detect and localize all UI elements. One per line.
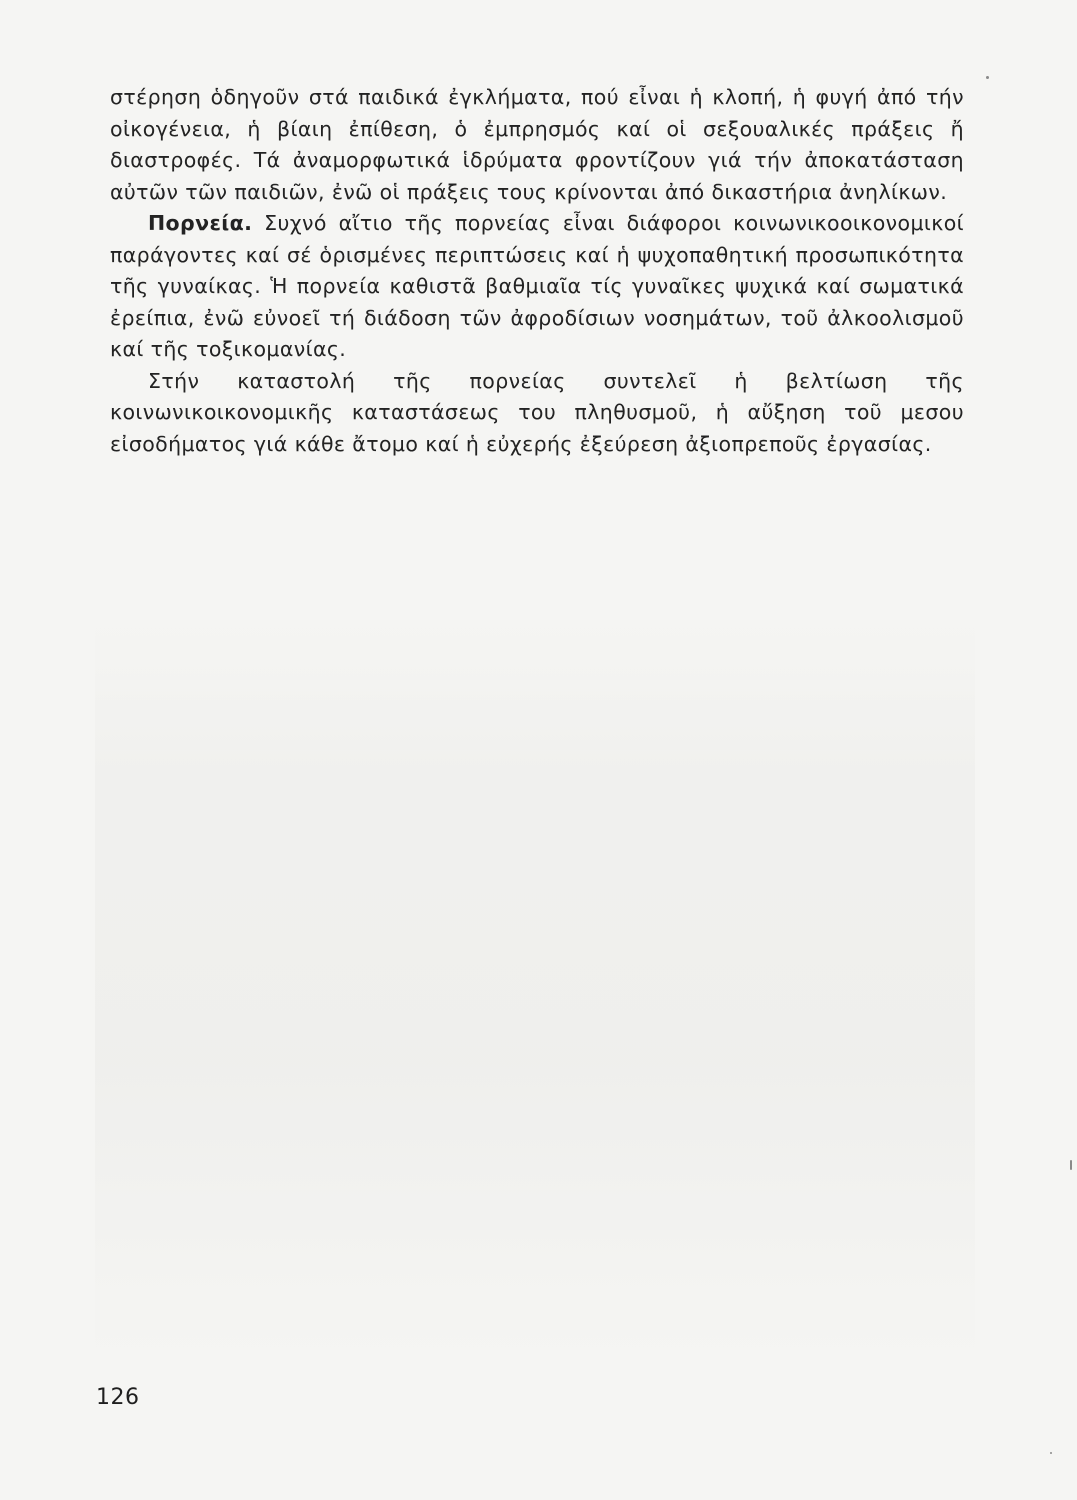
section-body: Συχνό αἴτιο τῆς πορνείας εἶναι διάφοροι κοινωνικοοικονομικοί παράγοντες καί σέ ὁρισμένες περιπτώσεις καί ἡ ψυχοπαθητική προσωπικότητα τῆς γυναίκας. Ἡ πορνεία καθιστᾶ βαθμιαῖα τίς γυναῖκες ψυχικά καί σωματικά ἐρείπια, ἐνῶ εὐνοεῖ τή διάδοση τῶν ἀφροδίσιων νοσημάτων, τοῦ ἀλκοολισμοῦ καί τῆς τοξικομανίας. <box>110 211 964 361</box>
body-text <box>110 82 964 460</box>
paragraph-prostitution <box>110 208 964 366</box>
page-number: 126 <box>96 1385 140 1410</box>
paragraph-crimes: στέρηση ὁδηγοῦν στά παιδικά ἐγκλήματα, πού εἶναι ἡ κλοπή, ἡ φυγή ἀπό τήν οἰκογένεια, ἡ βίαιη ἐπίθεση, ὁ ἐμπρησμός καί οἱ σεξουαλικές πράξεις ἤ διαστροφές. Τά ἀναμορφωτικά ἱδρύματα φροντίζουν γιά τήν ἀποκατάσταση αὐτῶν τῶν παιδιῶν, ἐνῶ οἱ πράξεις τους κρίνονται ἀπό δικαστήρια ἀνηλίκων. <box>110 85 964 204</box>
section-heading: Πορνεία. <box>148 211 253 235</box>
dust-speck <box>986 76 989 79</box>
dust-speck <box>1050 1452 1052 1454</box>
dust-speck <box>1070 1160 1072 1170</box>
bleed-through-background <box>95 620 975 1360</box>
paragraph-suppression: Στήν καταστολή τῆς πορνείας συντελεῖ ἡ βελτίωση τῆς κοινωνικοικονομικῆς καταστάσεως του πληθυσμοῦ, ἡ αὔξηση τοῦ μεσου εἰσοδήματος γιά κάθε ἄτομο καί ἡ εὐχερής ἐξεύρεση ἀξιοπρεποῦς ἐργασίας. <box>110 368 964 456</box>
